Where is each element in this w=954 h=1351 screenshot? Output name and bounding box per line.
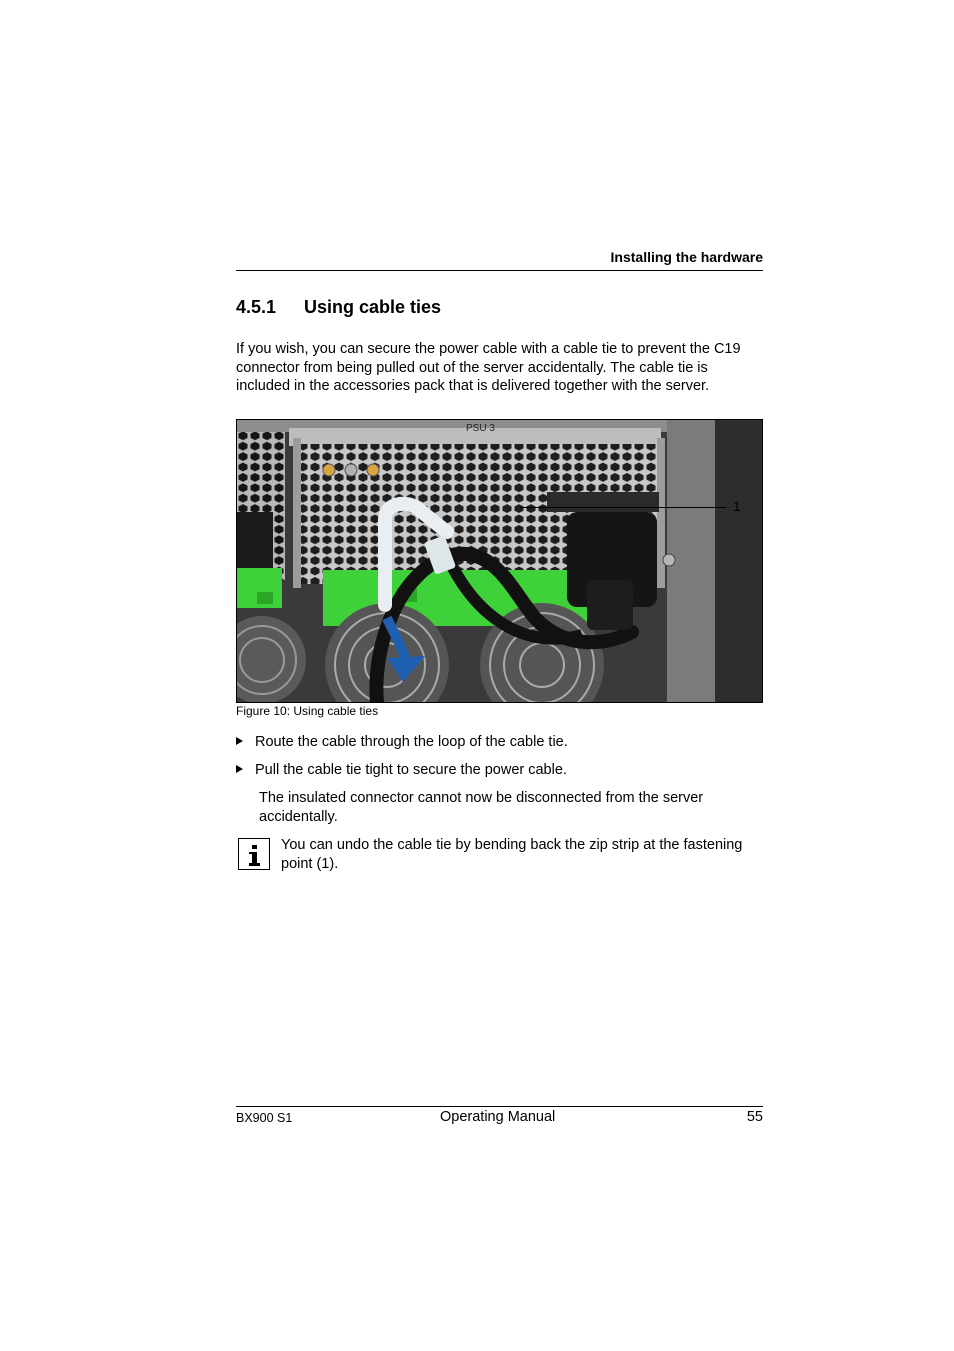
figure-photo: [236, 419, 763, 703]
section-title: Using cable ties: [304, 297, 442, 317]
psu-label: PSU 3: [466, 423, 495, 434]
result-paragraph: The insulated connector cannot now be disconnected from the server accidentally.: [259, 790, 704, 825]
psu-photo-illustration: [237, 420, 762, 702]
figure-caption: Figure 10: Using cable ties: [236, 704, 379, 718]
callout-leader-line: [520, 507, 726, 508]
header-rule: [236, 270, 763, 271]
step-text: Route the cable through the loop of the cable tie.: [255, 734, 568, 750]
step-text: Pull the cable tie tight to secure the power cable.: [255, 762, 567, 778]
callout-number: 1: [733, 498, 741, 514]
bullet-triangle-icon: [236, 737, 243, 745]
info-icon: [238, 838, 270, 870]
footer-rule: [236, 1106, 763, 1107]
note-paragraph: You can undo the cable tie by bending back the zip strip at the fastening point (1).: [281, 837, 743, 872]
step-item: [236, 761, 567, 779]
section-number: 4.5.1: [236, 297, 277, 317]
bullet-triangle-icon: [236, 765, 243, 773]
step-item: [236, 733, 568, 751]
footer-product: BX900 S1: [236, 1111, 293, 1125]
page-number: 55: [746, 1109, 763, 1125]
intro-paragraph: If you wish, you can secure the power cable with a cable tie to prevent the C19 connector from being pulled out of the server accidentally. The cable tie is included in the accessories pack that is delivered together with the server.: [236, 341, 741, 394]
running-header: Installing the hardware: [610, 249, 763, 265]
footer-manual-title: Operating Manual: [440, 1109, 556, 1125]
